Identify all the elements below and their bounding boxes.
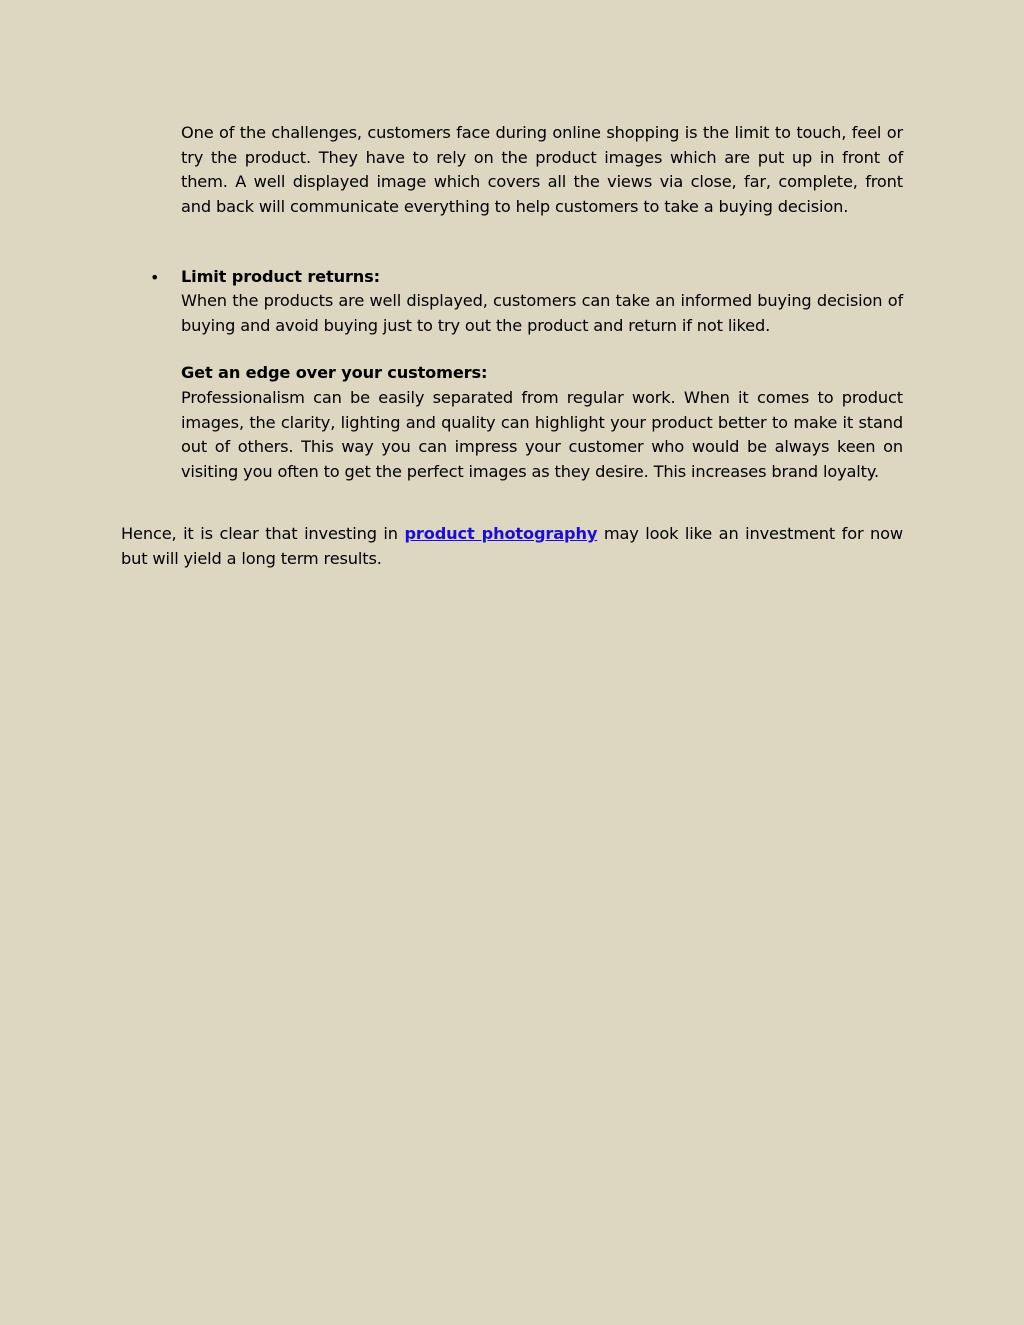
returns-paragraph: When the products are well displayed, customers can take an informed buying decision of buying and avoid buying just to try out the product and return if not liked.: [181, 291, 903, 335]
conclusion-text-end: may look like an investment for now but will yield a long term results.: [121, 524, 904, 568]
conclusion-paragraph: [121, 522, 903, 571]
returns-heading: Limit product returns:: [181, 267, 380, 286]
edge-paragraph: Professionalism can be easily separated from regular work. When it comes to product images, the clarity, lighting and quality can highlight your product better to make it stand out of others. This way you can impress your customer who would be always keen on visiting you often to get the perfect images as they desire. This increases brand loyalty.: [181, 388, 903, 481]
edge-heading: Get an edge over your customers:: [181, 363, 488, 382]
bullet-icon: •: [150, 268, 160, 287]
intro-paragraph: One of the challenges, customers face during online shopping is the limit to touch, feel or try the product. They have to rely on the product images which are put up in front of them. A well displayed image which covers all the views via close, far, complete, front and back will communicate everything to help customers to take a buying decision.: [181, 123, 903, 216]
conclusion-text-start: Hence, it is clear that investing in: [121, 524, 405, 543]
product-photography-link[interactable]: product photography: [404, 524, 598, 543]
